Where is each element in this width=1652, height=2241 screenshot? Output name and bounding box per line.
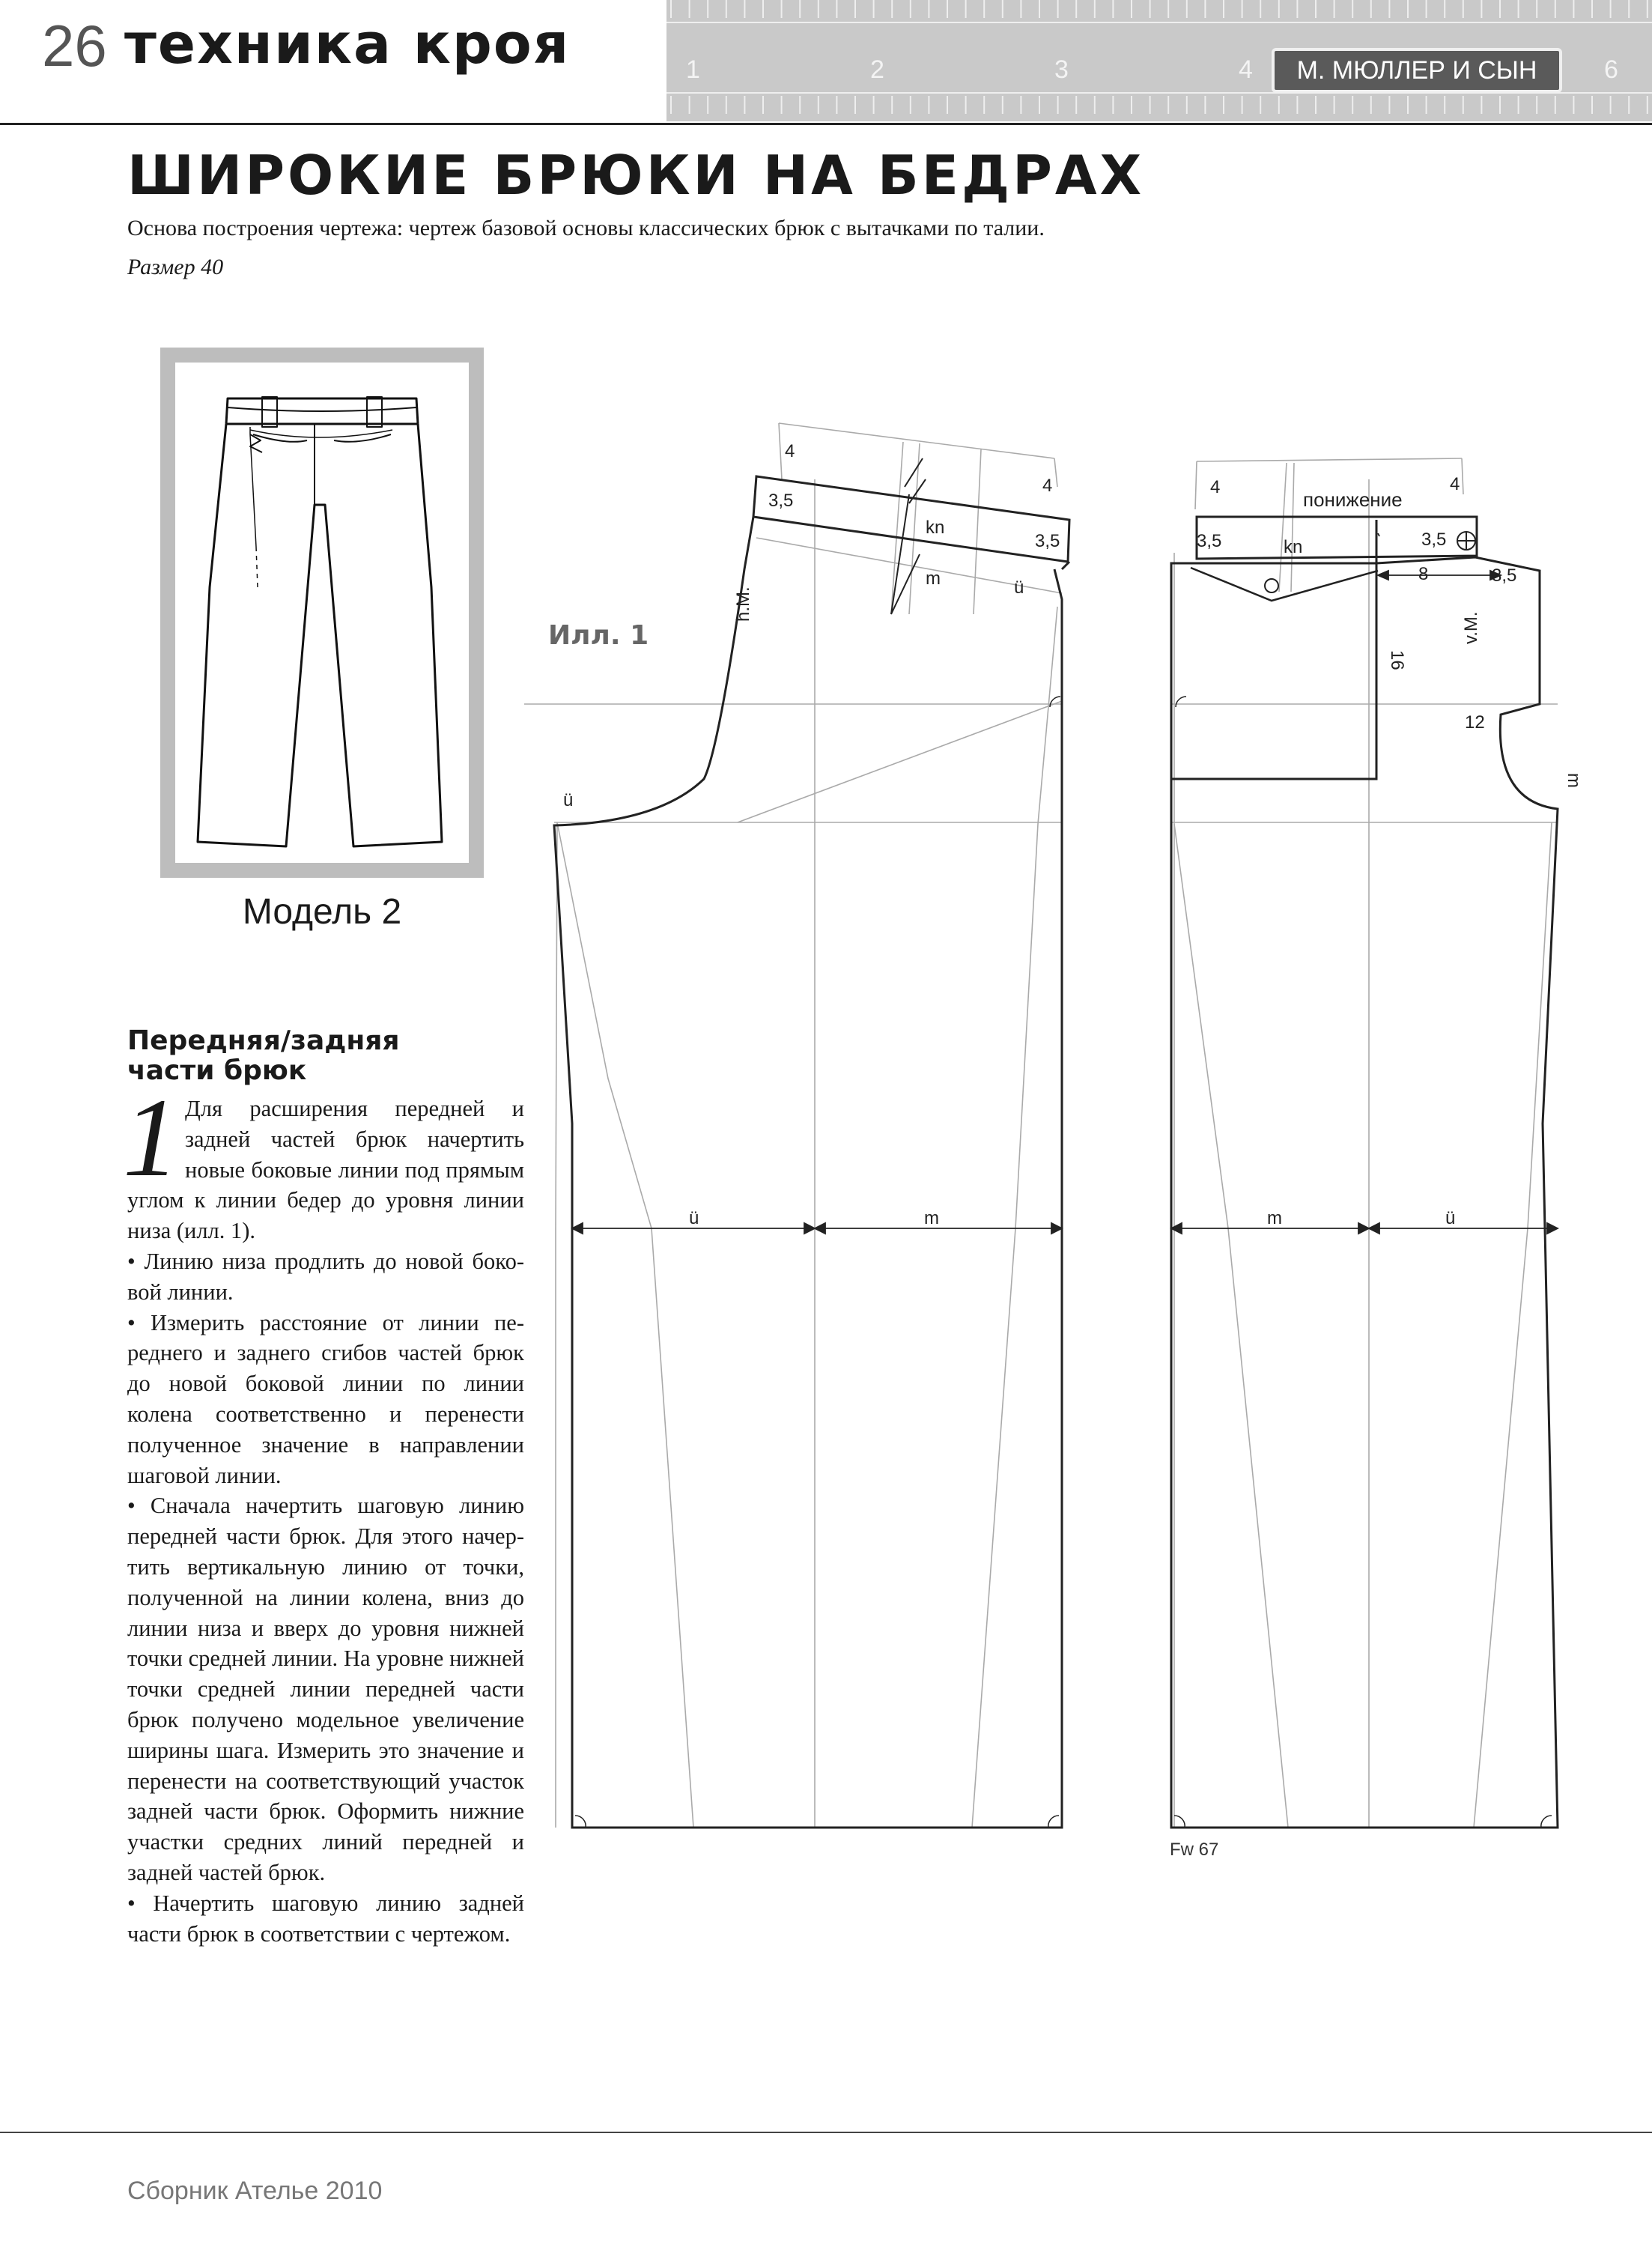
label-12: 12 [1465,712,1485,733]
paragraph: • Начертить шаговую линию задней части брюк в соответствии с чертежом. [127,1890,524,1947]
label-3-5: 3,5 [1492,565,1517,586]
brand-badge: М. МЮЛЛЕР И СЫН [1272,48,1562,93]
label-hm: h.M. [733,586,753,622]
paragraph: • Измерить расстояние от линии переднего и заднего сгибов частей брюк до новой боковой линии по линии колена соответственно и перенести полученное значение в направлении шаговой линии. [127,1309,524,1488]
paragraph: • Сначала начертить шаговую линию передней части брюк. Для этого начертить вертикальную линию от точки, полученной на линии колена, вниз до линии низа и вверх до уровня нижней точки средней линии. На уровне нижней точки средней линии передней части брюк получено модельное увеличение ширины шага. Измерить это значение и перенести на соответствующий участок задней части брюк. Оформить нижние участки средних линий передней и задней частей брюк. [127,1493,524,1885]
label-3-5: 3,5 [1197,531,1222,551]
label-3-5: 3,5 [1035,531,1060,551]
label-u: ü [1445,1208,1456,1228]
label-4: 4 [1210,477,1221,497]
label-u: ü [689,1208,699,1228]
label-3-5: 3,5 [1421,530,1447,550]
dropcap-numeral: 1 [123,1076,179,1200]
instructions-text [123,1076,524,1949]
header-ruler [666,0,1652,121]
header-divider [0,123,1652,125]
construction-lines [524,423,1558,1828]
label-16: 16 [1387,650,1407,670]
article-title: ШИРОКИЕ БРЮКИ НА БЕДРАХ [127,144,1145,207]
section-title: техника кроя [124,12,571,76]
section-heading [127,1026,532,1085]
label-vm: v.M. [1461,611,1481,644]
size-label: Размер 40 [127,255,224,279]
section-heading-line: Передняя/задняя [127,1025,400,1056]
knee-measurement-lines [572,533,1558,1234]
ruler-number: 6 [1604,55,1618,84]
label-lowering: понижение [1303,488,1403,511]
label-kn: kn [926,518,945,538]
footer-text: Сборник Ателье 2010 [127,2177,383,2205]
label-u: ü [563,790,574,810]
label-m: m [1267,1208,1282,1228]
label-m: m [1564,773,1584,788]
label-m: m [924,1208,939,1228]
label-u: ü [1014,577,1024,598]
model-illustration-frame [160,348,484,878]
label-kn: kn [1284,537,1303,557]
label-m: m [926,568,941,589]
ruler-number: 1 [686,55,700,84]
section-heading-line: части брюк [127,1055,307,1086]
pattern-code: Fw 67 [1170,1840,1219,1860]
ruler-number: 3 [1054,55,1069,84]
front-piece-outline [554,458,1069,1828]
label-4: 4 [1450,474,1460,494]
ruler-number: 4 [1239,55,1253,84]
label-4: 4 [1042,476,1053,496]
right-angle-marks [575,697,1552,1828]
paragraph: • Линию низа продлить до новой боковой линии. [127,1248,524,1305]
illustration-label: Илл. 1 [548,620,649,651]
paragraph: Для расширения передней и задней частей брюк начертить новые боковые линии под прямым углом к линии бедер до уровня линии низа (илл. 1). [127,1096,524,1244]
model-caption: Модель 2 [242,892,402,932]
label-8: 8 [1418,564,1429,584]
article-subtitle: Основа построения чертежа: чертеж базовой основы классических брюк с вытачками по талии. [127,216,1045,240]
back-piece-outline [1171,517,1558,1828]
footer-divider [0,2132,1652,2133]
ruler-number: 2 [870,55,884,84]
pattern-drawing [524,404,1584,1843]
label-3-5: 3,5 [768,491,794,511]
label-4: 4 [785,441,795,461]
trousers-sketch [175,363,469,863]
page-number: 26 [42,13,107,79]
